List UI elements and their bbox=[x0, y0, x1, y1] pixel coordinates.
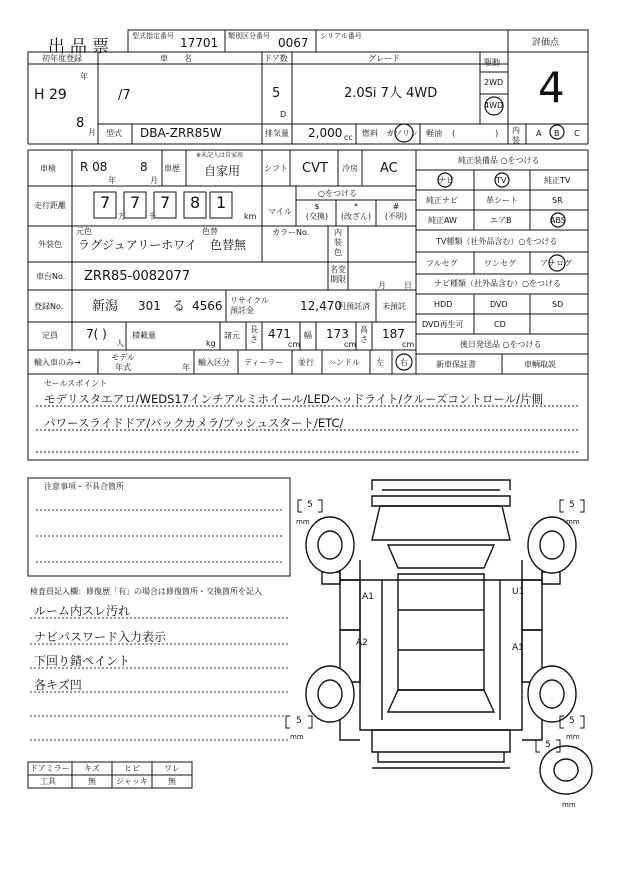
navi-sd[interactable]: SD bbox=[552, 300, 564, 309]
tread-rl-mm: mm bbox=[290, 733, 304, 741]
reg-class: 301 bbox=[138, 299, 161, 313]
tread-spare: 5 bbox=[545, 740, 551, 750]
disp-label: 排気量 bbox=[265, 129, 289, 138]
wid: 173 bbox=[326, 327, 349, 341]
first-reg-era: H 29 bbox=[34, 87, 67, 103]
mileage-label: 走行距離 bbox=[34, 201, 66, 210]
handle-label: ハンドル bbox=[328, 358, 360, 367]
shift: CVT bbox=[302, 161, 328, 176]
equip-navi[interactable]: ナビ bbox=[438, 176, 454, 185]
meter-check: ○をつける bbox=[318, 189, 357, 198]
equip-tv[interactable]: TV bbox=[496, 176, 507, 185]
fuel-label: 燃料 bbox=[362, 129, 378, 138]
nc-month: 月 bbox=[378, 281, 386, 290]
damage-mark-3: A2 bbox=[356, 638, 368, 648]
shaken-label: 車検 bbox=[40, 164, 56, 173]
type-cert-label: 型式指定番号 bbox=[132, 32, 174, 40]
capacity-unit: 人 bbox=[116, 339, 124, 348]
recycle-none[interactable]: 未預託 bbox=[382, 302, 406, 311]
chassis-label: 車台No. bbox=[36, 272, 66, 281]
fuel-gas[interactable]: ガソリン bbox=[386, 129, 418, 138]
grade-label: グレード bbox=[368, 54, 400, 63]
mileage-digit-4: 8 bbox=[190, 193, 201, 212]
load-label: 積載量 bbox=[132, 331, 156, 340]
history-note: ※未記入は自家用 bbox=[196, 152, 244, 159]
note-line-2: ナビパスワード入力表示 bbox=[34, 630, 167, 644]
later-manual[interactable]: 車輌取説 bbox=[524, 360, 556, 369]
note-line-4: 各キズ凹 bbox=[34, 678, 82, 692]
type-cert-no: 17701 bbox=[180, 36, 219, 50]
tread-fl-mm: mm bbox=[296, 518, 310, 526]
first-reg-month: 8 bbox=[76, 116, 85, 131]
disp-unit: cc bbox=[344, 133, 353, 142]
capacity: 7( ) bbox=[86, 327, 107, 341]
load-unit: kg bbox=[206, 339, 216, 348]
model: DBA-ZRR85W bbox=[140, 126, 222, 140]
note-line-1: ルーム内スレ汚れ bbox=[34, 604, 131, 618]
damage-mark-2: U1 bbox=[512, 587, 525, 597]
car-name: /7 bbox=[118, 88, 131, 103]
tread-fr: 5 bbox=[569, 500, 575, 510]
car-name-label: 車 名 bbox=[160, 54, 192, 63]
door-type: D bbox=[280, 110, 287, 119]
model-year-label: モデル年式 bbox=[111, 353, 135, 372]
tread-fr-mm: mm bbox=[566, 518, 580, 526]
tools-header-scratch: キズ bbox=[84, 764, 100, 773]
tools-header-crack: ヒビ bbox=[124, 764, 140, 773]
later-label: 後日発送品 ○をつける bbox=[460, 340, 542, 349]
km-unit: km bbox=[244, 212, 257, 221]
orig-color-label: 元色 bbox=[76, 227, 92, 236]
year-unit: 年 bbox=[80, 72, 88, 81]
meter-unknown[interactable]: # (不明) bbox=[384, 202, 408, 221]
notes-label: 注意事項・不具合箇所 bbox=[44, 482, 124, 491]
nc-day: 日 bbox=[404, 281, 412, 290]
recycle: 12,470 bbox=[300, 299, 342, 313]
doors: 5 bbox=[272, 86, 281, 101]
recycle-unit: 円預託済 bbox=[338, 302, 370, 311]
mile-label[interactable]: マイル bbox=[268, 207, 292, 216]
name-change-label: 名変期限 bbox=[330, 265, 346, 284]
reg-num: 4566 bbox=[192, 299, 223, 313]
meter-swap[interactable]: $ (交換) bbox=[305, 202, 329, 221]
reg-label: 登録No. bbox=[34, 302, 64, 311]
mileage-digit-5: 1 bbox=[216, 193, 227, 212]
displacement: 2,000 bbox=[308, 126, 343, 140]
dims-label: 諸元 bbox=[224, 331, 240, 340]
damage-mark-4: A1 bbox=[512, 643, 524, 653]
jack-value: 無 bbox=[168, 777, 176, 786]
navi-cd[interactable]: CD bbox=[494, 320, 506, 329]
note-line-3: 下回り錆ペイント bbox=[34, 654, 131, 668]
color-label: 外装色 bbox=[38, 240, 62, 249]
cooling: AC bbox=[380, 161, 398, 176]
len: 471 bbox=[268, 327, 291, 341]
shaken-year-unit: 年 bbox=[108, 176, 116, 185]
interior-b[interactable]: B bbox=[554, 129, 560, 138]
later-warranty[interactable]: 新車保証書 bbox=[436, 360, 476, 369]
drive-2wd[interactable]: 2WD bbox=[484, 78, 504, 87]
handle-right[interactable]: 右 bbox=[400, 358, 408, 367]
color-change-label: 色替 bbox=[202, 227, 218, 236]
equip-abs[interactable]: ABS bbox=[550, 216, 566, 225]
eval-score: 4 bbox=[538, 63, 565, 112]
shaken-month: 8 bbox=[140, 160, 148, 174]
import-cat-label: 輸入区分 bbox=[198, 358, 230, 367]
sheet-title: 出品票 bbox=[48, 37, 114, 57]
model-year-unit: 年 bbox=[182, 363, 190, 372]
eval-label: 評価点 bbox=[532, 38, 560, 48]
reg-kana: る bbox=[172, 299, 186, 314]
tools-value: 無 bbox=[88, 777, 96, 786]
inspector-label: 検査員記入欄：修復歴「有」の場合は修復箇所・交換箇所を記入 bbox=[30, 587, 262, 596]
sales-label: セールスポイント bbox=[44, 379, 108, 388]
jack-label: ジャッキ bbox=[116, 777, 148, 786]
tools-header-break: ワレ bbox=[164, 764, 180, 773]
equip-airbag[interactable]: エアB bbox=[490, 216, 512, 225]
reg-region: 新潟 bbox=[92, 299, 119, 314]
man-unit: 万 bbox=[118, 212, 126, 221]
equip-genuine-tv[interactable]: 純正TV bbox=[544, 176, 571, 185]
tv-oneseg[interactable]: ワンセグ bbox=[484, 259, 516, 268]
cooling-label: 冷房 bbox=[342, 164, 358, 173]
len-cm: cm bbox=[288, 340, 301, 349]
color-change: 色替無 bbox=[210, 238, 247, 252]
chassis: ZRR85-0082077 bbox=[84, 269, 191, 284]
damage-mark-1: A1 bbox=[362, 592, 374, 602]
interior-color-label: 内装色 bbox=[334, 228, 342, 257]
model-label: 型式 bbox=[106, 129, 122, 138]
fuel-diesel[interactable]: 軽油 bbox=[426, 129, 442, 138]
import-dealer[interactable]: ディーラー bbox=[244, 358, 284, 367]
shaken: R 08 bbox=[80, 160, 108, 174]
tv-label: TV種類（社外品含む）○をつける bbox=[436, 237, 558, 246]
history: 自家用 bbox=[204, 164, 241, 178]
category-no: 0067 bbox=[278, 36, 309, 50]
hgt: 187 bbox=[382, 327, 405, 341]
mileage-digit-3: 7 bbox=[160, 193, 171, 212]
tv-analog[interactable]: アナログ bbox=[540, 259, 572, 268]
color-no-label: カラーNo. bbox=[272, 228, 310, 237]
serial-label: シリアル番号 bbox=[320, 32, 362, 40]
equip-leather[interactable]: 革シート bbox=[486, 196, 518, 205]
capacity-label: 定員 bbox=[42, 331, 58, 340]
tread-rr: 5 bbox=[569, 716, 575, 726]
history-label: 車歴 bbox=[164, 164, 180, 173]
door-label: ドア数 bbox=[264, 54, 288, 63]
meter-tamper[interactable]: * (改ざん) bbox=[340, 202, 372, 221]
import-parallel[interactable]: 並行 bbox=[298, 358, 314, 367]
navi-hdd[interactable]: HDD bbox=[434, 300, 453, 309]
equip-genuine-navi[interactable]: 純正ナビ bbox=[426, 196, 458, 205]
recycle-label: リサイクル預託金 bbox=[230, 296, 269, 315]
grade: 2.0Si 7人 4WD bbox=[344, 86, 438, 101]
color: ラグジュアリーホワイ bbox=[78, 238, 197, 252]
tread-rr-mm: mm bbox=[566, 733, 580, 741]
drive-label: 駆動 bbox=[484, 58, 500, 67]
navi-dvd[interactable]: DVD bbox=[490, 300, 508, 309]
mileage-digit-2: 7 bbox=[130, 193, 141, 212]
interior-c[interactable]: C bbox=[574, 129, 580, 138]
first-reg-label: 初年度登録 bbox=[42, 54, 82, 63]
len-label: 長さ bbox=[250, 325, 258, 344]
sen-unit: 千 bbox=[148, 212, 156, 221]
navi-label: ナビ種類（社外品含む）○をつける bbox=[434, 279, 561, 288]
hgt-cm: cm bbox=[402, 340, 415, 349]
month-unit: 月 bbox=[88, 128, 96, 137]
equip-sr[interactable]: SR bbox=[552, 196, 563, 205]
vehicle-diagram bbox=[318, 480, 564, 768]
tread-spare-mm: mm bbox=[562, 801, 576, 809]
genuine-label: 純正装備品 ○をつける bbox=[458, 156, 540, 165]
mileage-digit-1: 7 bbox=[100, 193, 111, 212]
fuel-other: ( ) bbox=[452, 129, 499, 138]
shaken-month-unit: 月 bbox=[150, 176, 158, 185]
sales-line-1: モデリスタエアロ/WEDS17インチアルミホイール/LEDヘッドライト/クルーズコントロール/片側 bbox=[44, 392, 544, 406]
tread-fl: 5 bbox=[307, 500, 313, 510]
hgt-label: 高さ bbox=[360, 325, 368, 344]
tv-fullseg[interactable]: フルセグ bbox=[426, 259, 458, 268]
import-label: 輸入車のみ→ bbox=[34, 358, 81, 367]
wid-label: 幅 bbox=[304, 331, 312, 340]
tools-label: 工具 bbox=[40, 777, 56, 786]
category-label: 類別区分番号 bbox=[228, 32, 270, 40]
interior-a[interactable]: A bbox=[536, 129, 542, 138]
tread-rl: 5 bbox=[296, 716, 302, 726]
equip-genuine-aw[interactable]: 純正AW bbox=[428, 216, 457, 225]
wid-cm: cm bbox=[344, 340, 357, 349]
navi-dvd-play[interactable]: DVD再生可 bbox=[422, 320, 464, 329]
handle-left[interactable]: 左 bbox=[376, 358, 384, 367]
interior-label: 内装 bbox=[512, 126, 520, 145]
sales-line-2: パワースライドドア/バックカメラ/プッシュスタート/ETC/ bbox=[44, 416, 344, 430]
shift-label: シフト bbox=[264, 164, 288, 173]
drive-4wd[interactable]: 4WD bbox=[484, 101, 504, 110]
tools-header-mirror: ドアミラー bbox=[30, 764, 70, 773]
